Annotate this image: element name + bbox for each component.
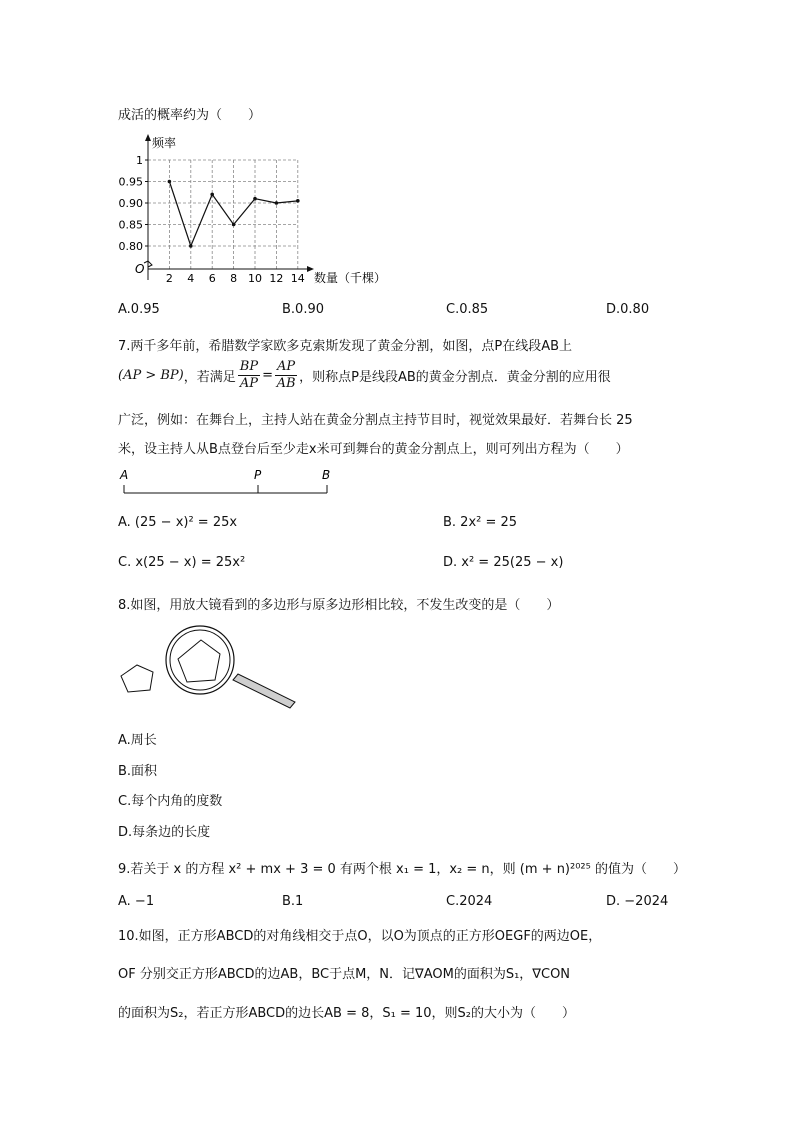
point-p-label: P <box>254 468 262 482</box>
q7-option-a[interactable]: A. (25 − x)² = 25x <box>118 515 238 530</box>
q10-line2: OF 分别交正方形ABCD的边AB，BC于点M，N．记∇AOM的面积为S₁，∇CON <box>118 967 571 982</box>
fraction-denominator: AP <box>239 375 258 391</box>
segment-ab-figure <box>118 466 348 500</box>
magnifier-figure <box>116 622 302 712</box>
small-pentagon-icon <box>121 665 153 692</box>
q7-line3: 广泛，例如：在舞台上，主持人站在黄金分割点主持节目时，视觉效果最好．若舞台长 25 <box>118 413 633 428</box>
x-axis-title: 数量（千棵） <box>314 271 387 285</box>
q6-option-d[interactable]: D.0.80 <box>606 302 650 317</box>
data-point <box>189 244 193 248</box>
x-tick-label: 6 <box>208 272 216 285</box>
fraction-denominator: AB <box>276 375 296 391</box>
q7-line2-b: ，则称点P是线段AB的黄金分割点．黄金分割的应用很 <box>299 369 611 385</box>
y-tick-label: 0.85 <box>118 218 143 232</box>
q8-option-c[interactable]: C.每个内角的度数 <box>118 794 223 809</box>
q6-option-a[interactable]: A.0.95 <box>118 302 160 317</box>
q7-fraction-bp-ap <box>238 359 260 392</box>
q8-option-a[interactable]: A.周长 <box>118 733 157 748</box>
data-point <box>232 223 236 227</box>
y-axis-title: 频率 <box>152 136 177 150</box>
q10-line3: 的面积为S₂，若正方形ABCD的边长AB = 8，S₁ = 10，则S₂的大小为（ ） <box>118 1006 575 1021</box>
x-tick-label: 12 <box>269 272 284 285</box>
frequency-line-chart <box>118 130 408 290</box>
y-tick-label: 0.95 <box>118 175 143 189</box>
origin-label: O <box>135 262 145 276</box>
fraction-numerator: BP <box>239 358 259 374</box>
x-tick-label: 2 <box>165 272 173 285</box>
q9-option-b[interactable]: B.1 <box>282 894 304 909</box>
q7-option-d[interactable]: D. x² = 25(25 − x) <box>443 555 564 570</box>
point-b-label: B <box>322 468 331 482</box>
x-tick-label: 10 <box>248 272 262 285</box>
q7-line1: 7.两千多年前，希腊数学家欧多克索斯发现了黄金分割，如图，点P在线段AB上 <box>118 339 573 354</box>
x-tick-labels <box>166 272 305 285</box>
q7-option-c[interactable]: C. x(25 − x) = 25x² <box>118 555 246 570</box>
data-point <box>210 193 214 197</box>
data-point <box>296 199 300 203</box>
y-axis-arrow <box>145 134 151 141</box>
x-tick-label: 8 <box>230 272 238 285</box>
x-axis-arrow <box>307 266 314 272</box>
point-a-label: A <box>120 468 129 482</box>
fraction-numerator: AP <box>276 358 296 374</box>
q8-stem: 8.如图，用放大镜看到的多边形与原多边形相比较，不发生改变的是（ ） <box>118 598 560 613</box>
data-point <box>253 197 257 201</box>
q6-option-b[interactable]: B.0.90 <box>282 302 324 317</box>
q8-option-d[interactable]: D.每条边的长度 <box>118 825 211 840</box>
q7-condition: (AP > BP) <box>118 367 184 383</box>
q8-option-b[interactable]: B.面积 <box>118 764 158 779</box>
q6-option-c[interactable]: C.0.85 <box>446 302 489 317</box>
equals-sign: = <box>262 367 273 383</box>
x-tick-label: 14 <box>290 272 305 285</box>
magnifier-handle-icon <box>233 674 295 708</box>
data-point <box>275 201 279 205</box>
q7-option-b[interactable]: B. 2x² = 25 <box>443 515 518 530</box>
q9-option-d[interactable]: D. −2024 <box>606 894 669 909</box>
data-point <box>168 180 172 184</box>
magnifier-lens-icon <box>166 626 234 694</box>
q9-option-a[interactable]: A. −1 <box>118 894 155 909</box>
q7-line2 <box>118 354 611 396</box>
q7-fraction-ap-ab <box>275 359 297 392</box>
q7-line4: 米，设主持人从B点登台后至少走x米可到舞台的黄金分割点上，则可列出方程为（ ） <box>118 442 629 457</box>
q9-stem: 9.若关于 x 的方程 x² + mx + 3 = 0 有两个根 x₁ = 1，x₂ = n，则 (m + n)²⁰²⁵ 的值为（ ） <box>118 862 686 877</box>
chart-grid <box>145 160 298 269</box>
y-tick-label: 0.90 <box>118 197 143 210</box>
q7-line2-a: ，若满足 <box>183 369 236 385</box>
y-tick-label: 1 <box>136 154 143 167</box>
y-tick-labels <box>119 154 144 253</box>
q9-option-c[interactable]: C.2024 <box>446 894 493 909</box>
q6-stem-tail: 成活的概率约为（ ） <box>118 108 262 123</box>
x-tick-label: 4 <box>187 272 195 285</box>
q10-line1: 10.如图，正方形ABCD的对角线相交于点O，以O为顶点的正方形OEGF的两边OE， <box>118 929 602 944</box>
y-tick-label: 0.80 <box>118 240 143 253</box>
